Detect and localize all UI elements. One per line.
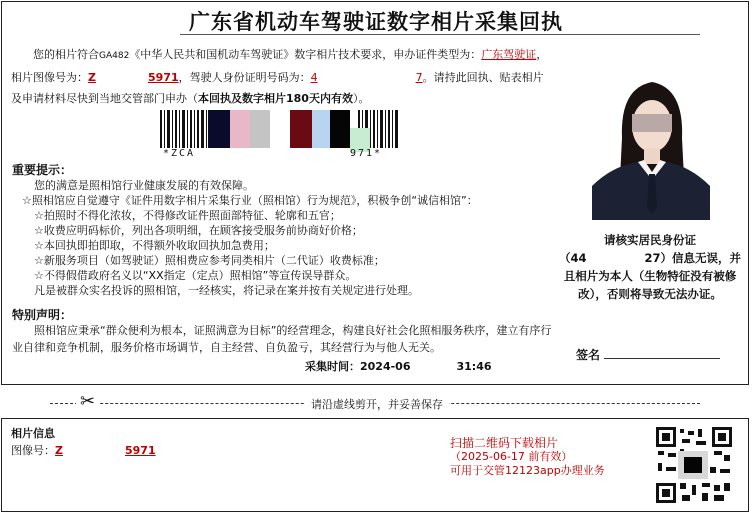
intro-text-6: ）。 bbox=[352, 92, 370, 105]
declaration-text: 照相馆应秉承“群众便利为根本，证照满意为目标”的经营理念，构建良好社会化照相服务秩序，建立有序行业自律和竞争机制，服务价格市场调节，自主经营、自负盈亏，其经营行为与他人无关。 bbox=[12, 324, 552, 354]
title-divider bbox=[180, 34, 700, 35]
intro-text-3: ，相片图像号为： bbox=[11, 48, 548, 84]
notice-heading: 重要提示： bbox=[12, 163, 73, 177]
capture-time-end: 31:46 bbox=[456, 360, 492, 373]
intro-paragraph bbox=[11, 44, 551, 109]
verify-id-end: 27）信息无误，并且相片为本人（生物特征没有被修改），否则将导致无法办证。 bbox=[563, 251, 742, 301]
notice-line: ☆本回执即拍即取，不得额外收取回执加急费用； bbox=[34, 239, 275, 252]
verify-notice bbox=[558, 231, 742, 303]
stub-image-label: 图像号： bbox=[11, 444, 55, 457]
standard-code: GA482 bbox=[99, 51, 130, 61]
notice-line: ☆照相馆应自觉遵守《证件用数字相片采集行业（照相馆）行为规范》，积极争创“诚信相馆”： bbox=[22, 194, 478, 207]
notice-line: ☆新服务项目（如驾驶证）照相费应参考同类相片（二代证）收费标准； bbox=[34, 254, 385, 267]
signature-label: 签名 bbox=[576, 348, 601, 362]
intro-text-4: ，驾驶人身份证明号码为： bbox=[178, 71, 311, 84]
validity-note: 本回执及数字相片180天内有效 bbox=[198, 92, 353, 105]
certificate-type: 广东驾驶证 bbox=[481, 48, 537, 61]
stub-image-start: Z bbox=[55, 444, 63, 457]
image-number-start: Z bbox=[88, 71, 96, 84]
stub-heading: 相片信息 bbox=[11, 427, 55, 440]
download-line-3: 可用于交管12123app办理业务 bbox=[450, 464, 605, 477]
notice-line: ☆不得假借政府名义以“XX指定（定点）照相馆”等宣传误导群众。 bbox=[34, 269, 357, 282]
id-number-end: 7 bbox=[415, 71, 423, 84]
barcode bbox=[158, 110, 408, 152]
stub-image-number bbox=[11, 442, 156, 458]
capture-time-label: 采集时间： bbox=[305, 360, 360, 373]
capture-time bbox=[305, 358, 492, 374]
qr-code[interactable] bbox=[656, 427, 732, 503]
verify-line-1: 请核实居民身份证 bbox=[604, 233, 696, 247]
download-line-1: 扫描二维码下载相片 bbox=[450, 436, 559, 450]
scissors-icon: ✂ bbox=[76, 391, 99, 412]
barcode-left-text: *ZCA bbox=[163, 148, 196, 159]
notice-list bbox=[22, 178, 554, 298]
intro-text-5: 。请持此回执、贴表相片及申请材料尽快到当地交管部门申办（ bbox=[11, 71, 544, 105]
signature-line bbox=[604, 358, 720, 359]
intro-text-1: 您的相片符合 bbox=[33, 48, 99, 61]
barcode-right-text: 971* bbox=[350, 148, 383, 159]
intro-text-2: 《中华人民共和国机动车驾驶证》数字相片技术要求，申办证件类型为： bbox=[129, 48, 482, 61]
stub-panel bbox=[1, 418, 749, 512]
capture-time-start: 2024-06 bbox=[360, 360, 411, 373]
notice-line: ☆收费应明码标价，列出各项明细，在顾客接受服务前协商好价格； bbox=[34, 224, 363, 237]
notice-line: 凡是被群众实名投诉的照相馆，一经核实，将记录在案并按有关规定进行处理。 bbox=[34, 284, 419, 297]
id-number-start: 4 bbox=[310, 71, 318, 84]
download-notice bbox=[450, 436, 605, 478]
declaration-heading: 特别声明： bbox=[12, 308, 73, 322]
page-title: 广东省机动车驾驶证数字相片采集回执 bbox=[189, 9, 563, 34]
id-photo bbox=[592, 68, 710, 220]
cut-instruction: 请沿虚线剪开，并妥善保存 bbox=[305, 396, 449, 412]
stub-image-end: 5971 bbox=[124, 444, 156, 457]
verify-id-start: （44 bbox=[558, 251, 587, 265]
notice-line: 您的满意是照相馆行业健康发展的有效保障。 bbox=[34, 179, 254, 192]
notice-line: ☆拍照时不得化浓妆，不得修改证件照面部特征、轮廓和五官； bbox=[34, 209, 341, 222]
download-line-2: （2025-06-17 前有效） bbox=[450, 450, 573, 463]
image-number-end: 5971 bbox=[147, 71, 179, 84]
